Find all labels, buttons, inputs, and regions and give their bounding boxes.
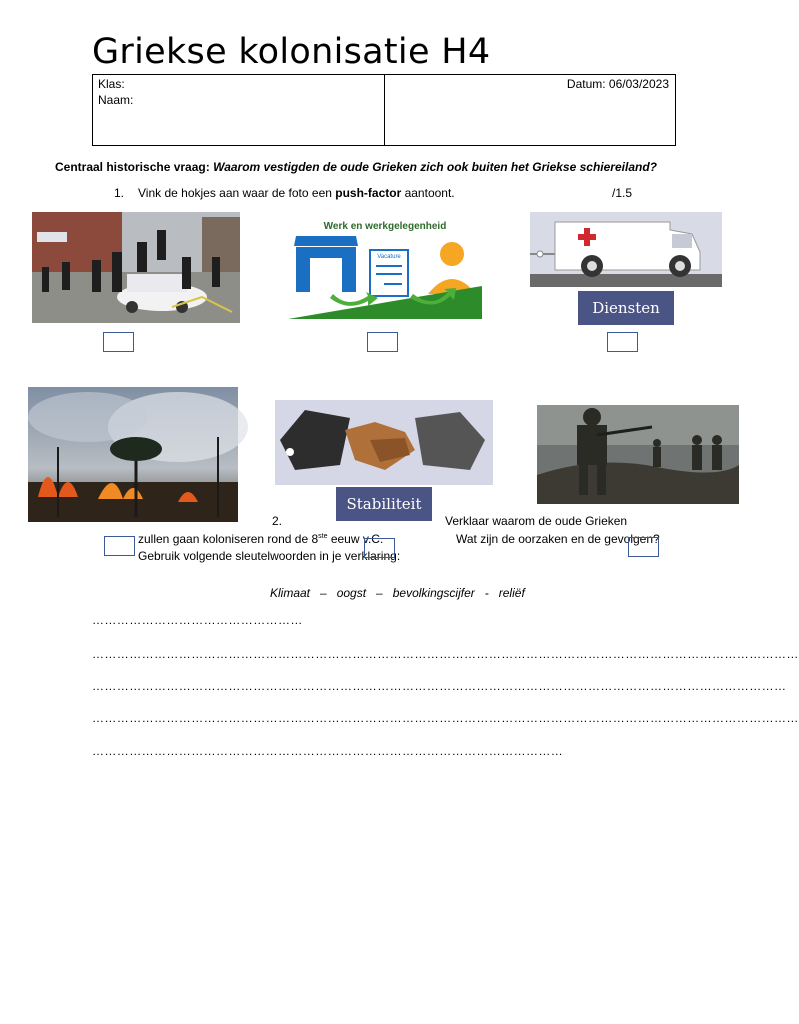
q2-line3: Gebruik volgende sleutelwoorden in je verklaring: — [138, 549, 401, 563]
handshake-photo — [275, 400, 493, 485]
q2-line2a: zullen gaan koloniseren rond de 8 — [138, 532, 319, 546]
q2-line2c: Wat zijn de oorzaken en de gevolgen? — [456, 532, 660, 546]
riot-photo — [32, 212, 240, 323]
work-caption: Werk en werkgelegenheid — [323, 221, 447, 232]
q1-text-after: aantoont. — [401, 186, 455, 200]
central-question-label: Centraal historische vraag: — [55, 160, 210, 174]
q1-bold: push-factor — [335, 186, 402, 200]
checkbox-war[interactable] — [628, 537, 659, 557]
central-question-text: Waarom vestigden de oude Grieken zich ook buiten het Griekse schiereiland? — [213, 160, 657, 174]
answer-line-3[interactable]: …………………………………………………………………………………………………………………………………………………… — [92, 679, 787, 693]
table-divider — [384, 75, 385, 145]
q1-number: 1. — [114, 186, 125, 200]
q1-score: /1.5 — [612, 186, 633, 200]
keywords: Klimaat – oogst – bevolkingscijfer - reliëf — [270, 586, 525, 600]
q1-text-before: Vink de hokjes aan waar de foto een — [138, 186, 336, 200]
answer-line-1[interactable]: …………………………………………… — [92, 613, 303, 627]
naam-label: Naam: — [98, 93, 134, 107]
checkbox-services[interactable] — [607, 332, 638, 352]
vacature-text: Vacature — [377, 254, 401, 260]
checkbox-work[interactable] — [367, 332, 398, 352]
datum-label: Datum: 06/03/2023 — [566, 77, 669, 91]
stabiliteit-label: Stabiliteit — [336, 487, 432, 521]
q2-line2 — [138, 532, 383, 546]
q2-sup: ste — [318, 533, 328, 540]
central-question — [55, 160, 657, 174]
checkbox-stability[interactable] — [364, 538, 395, 558]
q2-number: 2. — [272, 514, 283, 528]
diensten-label: Diensten — [578, 291, 674, 325]
klas-label: Klas: — [98, 77, 125, 91]
work-photo — [288, 214, 482, 319]
page-title: Griekse kolonisatie H4 — [92, 32, 491, 72]
war-photo — [537, 405, 739, 504]
q2-line2b: eeuw v.C. — [327, 532, 384, 546]
forest-fire-photo — [28, 387, 238, 522]
answer-line-2[interactable]: ……………………………………………………………………………………………………………………………………………………… — [92, 647, 799, 661]
q1-text — [138, 186, 455, 200]
ambulance-photo — [530, 212, 722, 287]
student-info-table — [92, 74, 676, 146]
q2-line1: Verklaar waarom de oude Grieken — [445, 514, 628, 528]
checkbox-riot[interactable] — [103, 332, 134, 352]
answer-line-4[interactable]: ……………………………………………………………………………………………………………………………………………………… — [92, 711, 799, 725]
answer-line-5[interactable]: …………………………………………………………………………………………………… — [92, 744, 564, 758]
checkbox-fire[interactable] — [104, 536, 135, 556]
